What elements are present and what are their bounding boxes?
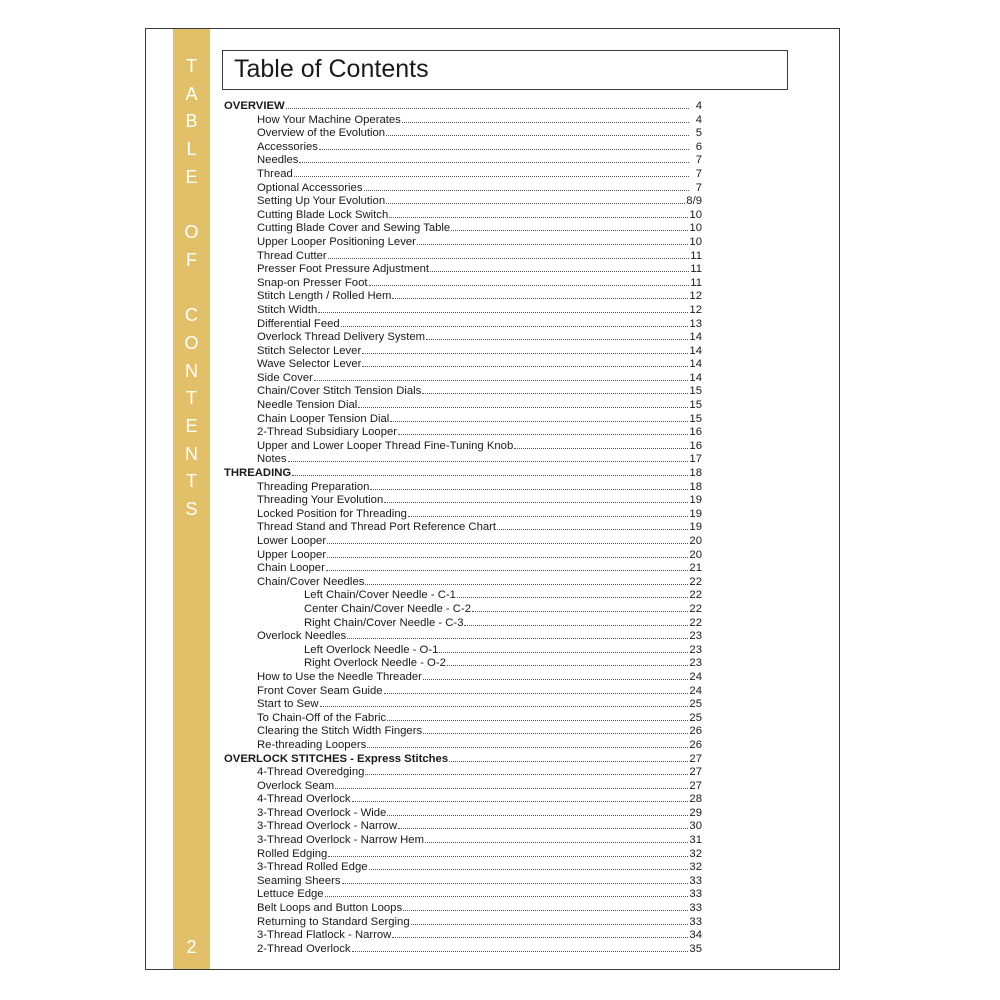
toc-entry-label: Belt Loops and Button Loops: [257, 902, 403, 915]
toc-entry-label: Stitch Length / Rolled Hem: [257, 290, 392, 303]
toc-page-number: 19: [689, 507, 702, 520]
dot-leader: [464, 616, 688, 626]
dot-leader: [425, 833, 688, 843]
sidebar-letter: F: [186, 249, 197, 270]
toc-entry-label: Needles: [257, 154, 299, 167]
toc-page-number: 15: [689, 399, 702, 412]
toc-entry-row: [224, 303, 702, 317]
toc-entry-row: [224, 887, 702, 901]
toc-entry-label: Overlock Seam: [257, 779, 335, 792]
toc-entry-label: Chain Looper Tension Dial: [257, 412, 390, 425]
toc-page-number: 7: [695, 181, 702, 194]
sidebar-letter: O: [184, 222, 199, 243]
toc-entry-label: How to Use the Needle Threader: [257, 670, 422, 683]
dot-leader: [422, 384, 688, 394]
toc-page-number: 18: [689, 480, 702, 493]
dot-leader: [411, 915, 689, 925]
table-of-contents: [224, 99, 702, 955]
toc-entry-label: Clearing the Stitch Width Fingers: [257, 725, 423, 738]
toc-entry-row: [224, 480, 702, 494]
toc-entry-label: Overlock Thread Delivery System: [257, 331, 426, 344]
toc-page-number: 33: [689, 874, 702, 887]
toc-page-number: 10: [689, 208, 702, 221]
toc-entry-row: [224, 520, 702, 534]
sidebar-letter: B: [185, 111, 198, 132]
toc-page-number: 30: [689, 820, 702, 833]
sidebar-letter: T: [186, 388, 197, 409]
toc-entry-row: [224, 779, 702, 793]
toc-entry-label: OVERVIEW: [224, 100, 285, 112]
toc-entry-label: Lettuce Edge: [257, 888, 324, 901]
toc-entry-row: [224, 140, 702, 154]
toc-page-number: 18: [689, 467, 702, 480]
toc-page-number: 27: [689, 779, 702, 792]
dot-leader: [384, 684, 689, 694]
toc-entry-label: Upper Looper Positioning Lever: [257, 235, 416, 248]
toc-entry-row: [224, 194, 702, 208]
sidebar-letter: E: [185, 415, 198, 436]
toc-entry-label: Thread Stand and Thread Port Reference Chart: [257, 521, 497, 534]
dot-leader: [449, 752, 688, 762]
toc-entry-label: Start to Sew: [257, 698, 319, 711]
toc-page-number: 19: [689, 494, 702, 507]
dot-leader: [325, 887, 689, 897]
toc-entry-label: Rolled Edging: [257, 847, 328, 860]
sidebar-letter: L: [186, 139, 197, 160]
toc-page-number: 28: [689, 793, 702, 806]
dot-leader: [403, 901, 688, 911]
toc-entry-label: OVERLOCK STITCHES - Express Stitches: [224, 752, 449, 765]
toc-entry-label: 4-Thread Overedging: [257, 766, 365, 779]
toc-entry-row: [224, 643, 702, 657]
dot-leader: [392, 928, 688, 938]
sidebar-letter: N: [185, 443, 198, 464]
toc-entry-label: 3-Thread Overlock - Narrow: [257, 820, 397, 833]
toc-entry-label: Upper Looper: [257, 548, 327, 561]
dot-leader: [451, 221, 688, 231]
toc-entry-row: [224, 629, 702, 643]
toc-page-number: 7: [695, 167, 702, 180]
toc-entry-label: Snap-on Presser Foot: [257, 276, 368, 289]
dot-leader: [426, 330, 688, 340]
toc-page-number: 5: [695, 127, 702, 140]
toc-page-number: 32: [689, 861, 702, 874]
toc-entry-row: [224, 208, 702, 222]
toc-entry-label: 3-Thread Flatlock - Narrow: [257, 929, 392, 942]
dot-leader: [367, 738, 688, 748]
dot-leader: [347, 629, 688, 639]
dot-leader: [288, 452, 689, 462]
toc-section-row: [224, 752, 702, 766]
toc-entry-row: [224, 711, 702, 725]
toc-page-number: 20: [689, 548, 702, 561]
toc-entry-row: [224, 235, 702, 249]
toc-entry-row: [224, 833, 702, 847]
toc-entry-row: [224, 616, 702, 630]
dot-leader: [384, 493, 688, 503]
sidebar-letter: A: [185, 83, 198, 104]
toc-entry-label: To Chain-Off of the Fabric: [257, 711, 387, 724]
toc-page-number: 6: [695, 140, 702, 153]
dot-leader: [472, 602, 688, 612]
toc-entry-label: Right Chain/Cover Needle - C-3: [304, 616, 464, 629]
dot-leader: [417, 235, 689, 245]
toc-entry-row: [224, 942, 702, 956]
dot-leader: [320, 697, 689, 707]
toc-page-number: 4: [695, 100, 702, 112]
sidebar-title: [173, 53, 210, 524]
toc-entry-label: Right Overlock Needle - O-2: [304, 657, 446, 670]
toc-entry-row: [224, 357, 702, 371]
toc-page-number: 32: [689, 847, 702, 860]
toc-entry-label: Side Cover: [257, 371, 313, 384]
toc-page-number: 27: [689, 752, 702, 765]
dot-leader: [286, 99, 689, 109]
toc-entry-row: [224, 697, 702, 711]
dot-leader: [447, 656, 689, 666]
dot-leader: [386, 194, 685, 204]
dot-leader: [398, 819, 688, 829]
dot-leader: [318, 303, 688, 313]
page-title: Table of Contents: [222, 50, 788, 90]
toc-page-number: 24: [689, 670, 702, 683]
dot-leader: [392, 289, 688, 299]
toc-page-number: 27: [689, 766, 702, 779]
toc-page-number: 12: [689, 303, 702, 316]
toc-entry-row: [224, 384, 702, 398]
toc-entry-row: [224, 262, 702, 276]
toc-page-number: 15: [689, 412, 702, 425]
toc-entry-label: Left Chain/Cover Needle - C-1: [304, 589, 456, 602]
toc-page-number: 20: [689, 535, 702, 547]
toc-entry-row: [224, 371, 702, 385]
sidebar-letter: T: [186, 56, 197, 76]
toc-entry-label: 3-Thread Overlock - Wide: [257, 806, 387, 819]
dot-leader: [365, 575, 688, 585]
dot-leader: [423, 670, 688, 680]
toc-page-number: 29: [689, 806, 702, 819]
toc-entry-row: [224, 670, 702, 684]
dot-leader: [365, 765, 688, 775]
toc-page-number: 23: [689, 643, 702, 656]
toc-entry-row: [224, 738, 702, 752]
dot-leader: [387, 711, 688, 721]
toc-entry-row: [224, 221, 702, 235]
toc-entry-label: Optional Accessories: [257, 181, 363, 194]
toc-page-number: 21: [689, 562, 702, 575]
toc-entry-row: [224, 181, 702, 195]
toc-page-number: 12: [689, 290, 702, 303]
dot-leader: [430, 262, 689, 272]
toc-page-number: 33: [689, 888, 702, 901]
toc-entry-row: [224, 344, 702, 358]
toc-entry-label: Center Chain/Cover Needle - C-2: [304, 602, 472, 615]
dot-leader: [389, 208, 688, 218]
dot-leader: [514, 439, 688, 449]
toc-entry-row: [224, 575, 702, 589]
toc-entry-label: Thread Cutter: [257, 249, 327, 262]
toc-entry-label: Front Cover Seam Guide: [257, 684, 383, 697]
toc-entry-label: Overview of the Evolution: [257, 127, 386, 140]
dot-leader: [319, 140, 689, 150]
dot-leader: [352, 792, 689, 802]
toc-entry-label: 3-Thread Overlock - Narrow Hem: [257, 834, 424, 847]
toc-entry-row: [224, 167, 702, 181]
toc-page-number: 25: [689, 711, 702, 724]
toc-entry-label: Cutting Blade Cover and Sewing Table: [257, 222, 451, 235]
toc-page-number: 33: [689, 902, 702, 915]
toc-entry-row: [224, 452, 702, 466]
toc-page-number: 22: [689, 616, 702, 629]
toc-page-number: 25: [689, 698, 702, 711]
toc-entry-label: Stitch Width: [257, 303, 318, 316]
toc-entry-row: [224, 765, 702, 779]
toc-entry-label: Thread: [257, 167, 293, 180]
toc-page-number: 7: [695, 154, 702, 167]
toc-entry-label: 2-Thread Subsidiary Looper: [257, 426, 398, 439]
dot-leader: [292, 466, 688, 476]
toc-entry-row: [224, 874, 702, 888]
toc-entry-label: Lower Looper: [257, 535, 327, 547]
toc-entry-label: Locked Position for Threading: [257, 507, 407, 520]
toc-entry-label: Left Overlock Needle - O-1: [304, 643, 439, 656]
toc-entry-label: Stitch Selector Lever: [257, 344, 362, 357]
page-number: 2: [186, 937, 197, 957]
toc-page-number: 24: [689, 684, 702, 697]
toc-entry-label: Accessories: [257, 140, 318, 153]
dot-leader: [423, 724, 688, 734]
toc-entry-label: 3-Thread Rolled Edge: [257, 861, 368, 874]
toc-entry-row: [224, 602, 702, 616]
toc-entry-label: Chain/Cover Needles: [257, 575, 365, 588]
dot-leader: [358, 398, 688, 408]
dot-leader: [328, 847, 688, 857]
toc-entry-label: Differential Feed: [257, 317, 340, 330]
toc-entry-row: [224, 819, 702, 833]
toc-entry-row: [224, 847, 702, 861]
toc-entry-row: [224, 928, 702, 942]
dot-leader: [299, 153, 689, 163]
toc-page-number: 23: [689, 657, 702, 670]
toc-entry-row: [224, 656, 702, 670]
toc-page-number: 10: [689, 235, 702, 248]
dot-leader: [352, 942, 689, 952]
toc-entry-row: [224, 507, 702, 521]
toc-page-number: 17: [689, 453, 702, 466]
toc-entry-label: Wave Selector Lever: [257, 358, 362, 371]
toc-page-number: 14: [689, 344, 702, 357]
toc-page-number: 16: [689, 439, 702, 452]
toc-entry-row: [224, 534, 702, 548]
toc-page-number: 33: [689, 915, 702, 928]
toc-entry-label: Needle Tension Dial: [257, 399, 358, 412]
toc-section-row: [224, 99, 702, 113]
toc-entry-label: Seaming Sheers: [257, 874, 341, 887]
toc-entry-label: Re-threading Loopers: [257, 738, 367, 751]
dot-leader: [314, 371, 689, 381]
toc-entry-label: Threading Your Evolution: [257, 494, 384, 507]
toc-entry-label: 2-Thread Overlock: [257, 942, 351, 955]
toc-entry-row: [224, 493, 702, 507]
toc-entry-row: [224, 113, 702, 127]
dot-leader: [369, 860, 689, 870]
sidebar-band: [173, 29, 210, 969]
dot-leader: [408, 507, 689, 517]
toc-page-number: 35: [689, 942, 702, 955]
dot-leader: [327, 534, 688, 544]
toc-entry-row: [224, 806, 702, 820]
toc-entry-label: 4-Thread Overlock: [257, 793, 351, 806]
dot-leader: [386, 126, 689, 136]
toc-entry-row: [224, 901, 702, 915]
dot-leader: [342, 874, 689, 884]
toc-entry-row: [224, 425, 702, 439]
toc-entry-label: Upper and Lower Looper Thread Fine-Tuning Knob: [257, 439, 514, 452]
toc-page-number: 34: [689, 929, 702, 942]
toc-page-number: 4: [695, 113, 702, 126]
toc-entry-row: [224, 330, 702, 344]
dot-leader: [369, 276, 689, 286]
dot-leader: [387, 806, 688, 816]
dot-leader: [294, 167, 689, 177]
toc-page-number: 11: [690, 263, 702, 276]
toc-page-number: 11: [690, 249, 702, 262]
toc-entry-row: [224, 412, 702, 426]
toc-entry-label: Setting Up Your Evolution: [257, 195, 386, 208]
document-page: [145, 28, 840, 970]
toc-page-number: 31: [689, 834, 702, 847]
toc-entry-row: [224, 684, 702, 698]
toc-page-number: 14: [689, 371, 702, 384]
dot-leader: [364, 181, 690, 191]
toc-entry-label: Returning to Standard Serging: [257, 915, 410, 928]
toc-entry-label: Threading Preparation: [257, 480, 370, 493]
toc-page-number: 14: [689, 331, 702, 344]
toc-page-number: 22: [689, 589, 702, 602]
toc-entry-row: [224, 588, 702, 602]
toc-page-number: 14: [689, 358, 702, 371]
toc-entry-row: [224, 398, 702, 412]
toc-page-number: 23: [689, 630, 702, 643]
toc-section-row: [224, 466, 702, 480]
toc-page-number: 26: [689, 738, 702, 751]
toc-entry-row: [224, 915, 702, 929]
toc-entry-row: [224, 276, 702, 290]
toc-page-number: 22: [689, 602, 702, 615]
dot-leader: [335, 779, 688, 789]
toc-entry-row: [224, 792, 702, 806]
sidebar-letter: C: [185, 305, 198, 326]
dot-leader: [328, 249, 689, 259]
toc-page-number: 15: [689, 385, 702, 398]
toc-entry-label: How Your Machine Operates: [257, 113, 401, 126]
sidebar-letter: T: [186, 471, 197, 492]
dot-leader: [326, 561, 689, 571]
dot-leader: [497, 520, 688, 530]
toc-entry-label: Overlock Needles: [257, 630, 347, 643]
toc-entry-row: [224, 561, 702, 575]
toc-page-number: 13: [689, 317, 702, 330]
toc-entry-label: THREADING: [224, 467, 292, 480]
toc-entry-row: [224, 317, 702, 331]
dot-leader: [402, 113, 689, 123]
dot-leader: [362, 344, 688, 354]
sidebar-letter: E: [185, 166, 198, 187]
toc-entry-row: [224, 153, 702, 167]
toc-page-number: 19: [689, 521, 702, 534]
toc-page-number: 10: [689, 222, 702, 235]
toc-page-number: 8/9: [686, 195, 702, 208]
dot-leader: [370, 480, 688, 490]
toc-entry-label: Notes: [257, 453, 287, 466]
toc-entry-row: [224, 860, 702, 874]
dot-leader: [439, 643, 688, 653]
dot-leader: [341, 317, 689, 327]
toc-entry-row: [224, 126, 702, 140]
toc-entry-row: [224, 439, 702, 453]
toc-entry-label: Chain/Cover Stitch Tension Dials: [257, 385, 422, 398]
toc-page-number: 26: [689, 725, 702, 738]
toc-entry-label: Chain Looper: [257, 562, 325, 575]
toc-entry-row: [224, 249, 702, 263]
dot-leader: [327, 548, 688, 558]
toc-entry-row: [224, 289, 702, 303]
toc-page-number: 16: [689, 426, 702, 439]
dot-leader: [457, 588, 688, 598]
sidebar-letter: N: [185, 360, 198, 381]
sidebar-letter: S: [185, 499, 198, 519]
sidebar-letter: O: [184, 332, 199, 353]
toc-page-number: 22: [689, 575, 702, 588]
dot-leader: [390, 412, 688, 422]
toc-entry-row: [224, 548, 702, 562]
toc-entry-row: [224, 724, 702, 738]
dot-leader: [362, 357, 688, 367]
toc-page-number: 11: [690, 276, 702, 289]
dot-leader: [398, 425, 688, 435]
toc-entry-label: Presser Foot Pressure Adjustment: [257, 263, 430, 276]
toc-entry-label: Cutting Blade Lock Switch: [257, 208, 389, 221]
